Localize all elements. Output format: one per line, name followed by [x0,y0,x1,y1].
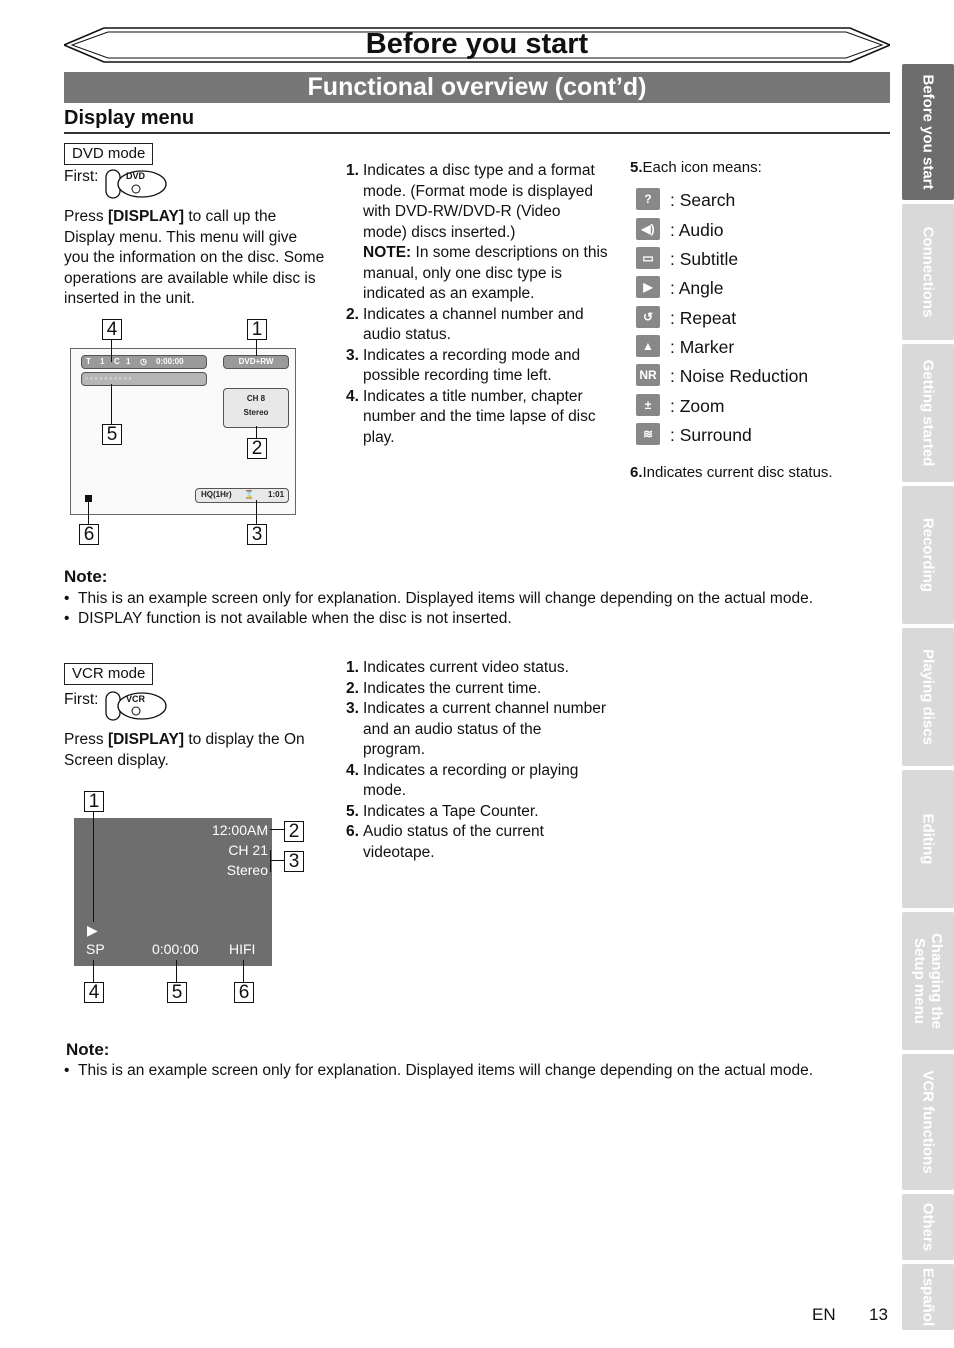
tab-label: Recording [919,517,937,593]
callout-line [270,860,284,861]
dvd-remote-icon [104,168,168,200]
language-code: EN [812,1305,836,1324]
section-divider [64,132,890,134]
callout-4: 4 [84,982,104,1003]
vcr-speed: SP [86,941,105,957]
dvd-item-5: 5.Each icon means: [630,159,762,176]
vcr-display-screen [74,818,272,966]
repeat-icon: ↺ [636,306,660,328]
vcr-instruction: Press [DISPLAY] to display the On Screen display. [64,731,305,769]
title-chapter-time-bar: T 1 C 1 ◷ 0:00:00 [81,355,207,369]
callout-line [270,829,284,830]
tab-others[interactable] [902,1194,954,1260]
list-item: 3. Indicates a current channel number and an audio status of the program. [346,700,606,758]
callout-line [256,340,257,356]
note-bullet: • DISPLAY function is not available when the disc is not inserted. [64,610,512,627]
page-number: 13 [869,1305,888,1324]
dvd-mode-label: DVD mode [64,143,153,165]
callout-line [176,960,177,982]
callout-line [93,960,94,982]
tab-recording[interactable] [902,486,954,624]
vcr-mode-label: VCR mode [64,663,153,685]
callout-5: 5 [167,982,187,1003]
callout-line [111,340,112,362]
vcr-item-list [346,658,606,863]
vcr-remote-icon [104,690,168,722]
callout-3: 3 [247,524,267,545]
callout-1: 1 [84,791,104,812]
channel-box: CH 8 Stereo [223,388,289,428]
callout-line [256,500,257,524]
tab-playing-discs[interactable] [902,628,954,766]
dvd-button-text: DVD [126,171,146,181]
callout-line [243,960,244,982]
list-item: 2. Indicates a channel number and audio status. [346,305,584,343]
noise-reduction-icon: NR [636,364,660,386]
tab-before-you-start[interactable] [902,64,954,200]
tab-label: Español [919,1267,937,1327]
callout-6: 6 [234,982,254,1003]
list-item: 6. Audio status of the current videotape. [346,823,544,861]
vcr-hifi: HIFI [229,941,256,957]
dvd-instruction: Press [DISPLAY] to call up the Display menu. This menu will give you the information on the disc. Some operations are available while disc is inserted in the unit. [64,208,325,307]
callout-line [270,850,271,872]
tab-label: VCR functions [919,1070,937,1174]
search-icon: ? [636,188,660,210]
tab-label: Editing [919,813,937,865]
callout-6: 6 [79,524,99,545]
list-item: 5. Indicates a Tape Counter. [346,802,539,820]
vcr-first-label: First: [64,691,99,708]
vcr-channel: CH 21 [228,842,268,858]
note-heading: Note: [66,1040,110,1059]
tab-editing[interactable] [902,770,954,908]
dvd-first-label: First: [64,168,99,185]
icon-strip: ▫▫▫▫▫▫▫▫▫▫ [81,372,207,386]
tab-getting-started[interactable] [902,344,954,482]
record-mode-box: HQ(1Hr) ⌛ 1:01 [195,488,289,503]
tab-label: Getting started [919,359,937,467]
callout-3: 3 [284,851,304,872]
list-item: 4. Indicates a recording or playing mode. [346,761,579,799]
tab-connections[interactable] [902,204,954,340]
tab-espanol[interactable] [902,1264,954,1330]
callout-line [111,384,112,424]
marker-icon: ▲ [636,335,660,357]
callout-4: 4 [102,319,122,340]
tab-label: Connections [919,226,937,318]
callout-1: 1 [247,319,267,340]
vcr-time: 12:00AM [211,822,268,838]
tab-vcr-functions[interactable] [902,1054,954,1190]
tab-label: Before you start [919,74,937,190]
subtitle-icon: ▭ [636,247,660,269]
vcr-button-text: VCR [126,694,146,704]
page-subtitle: Functional overview (cont’d) [64,72,890,103]
list-item: 3. Indicates a recording mode and possible recording time left. [346,346,581,384]
angle-icon: ▶ [636,276,660,298]
callout-line [93,810,94,922]
tab-label: Others [919,1202,937,1252]
callout-line [88,502,89,524]
play-icon: ▶ [87,922,98,938]
stop-status-icon [85,495,92,502]
audio-icon: ◀) [636,218,660,240]
dvd-item-6: 6.Indicates current disc status. [630,464,833,481]
list-item: 2. Indicates the current time. [346,679,542,697]
list-item: 1. Indicates current video status. [346,659,569,676]
note-heading: Note: [64,567,108,586]
dvd-item-list [346,161,608,448]
tab-label: Changing the Setup menu [911,933,945,1029]
list-item: 1. Indicates a disc type and a format mode. (Format mode is displayed with DVD-RW/DVD-R (Video mode) discs inserted.) NOTE: In some descriptions on this manual, only one disc type is indicated as an example. [346,162,608,302]
page-title: Before you start [365,28,589,60]
vcr-audio: Stereo [226,862,268,878]
tab-changing-setup-menu[interactable] [902,912,954,1050]
note-bullet: • This is an example screen only for explanation. Displayed items will change depending on the actual mode. [64,1062,813,1079]
note-bullet: • This is an example screen only for explanation. Displayed items will change depending on the actual mode. [64,590,813,607]
callout-line [256,426,257,438]
section-title: Display menu [64,107,195,129]
callout-2: 2 [247,438,267,459]
disc-type-badge: DVD+RW [223,355,289,369]
surround-icon: ≋ [636,423,660,445]
vcr-counter: 0:00:00 [152,941,199,957]
callout-5: 5 [102,424,122,445]
zoom-icon: ± [636,394,660,416]
tab-label: Playing discs [919,649,937,745]
list-item: 4. Indicates a title number, chapter number and the time lapse of disc play. [346,387,596,446]
callout-2: 2 [284,821,304,842]
